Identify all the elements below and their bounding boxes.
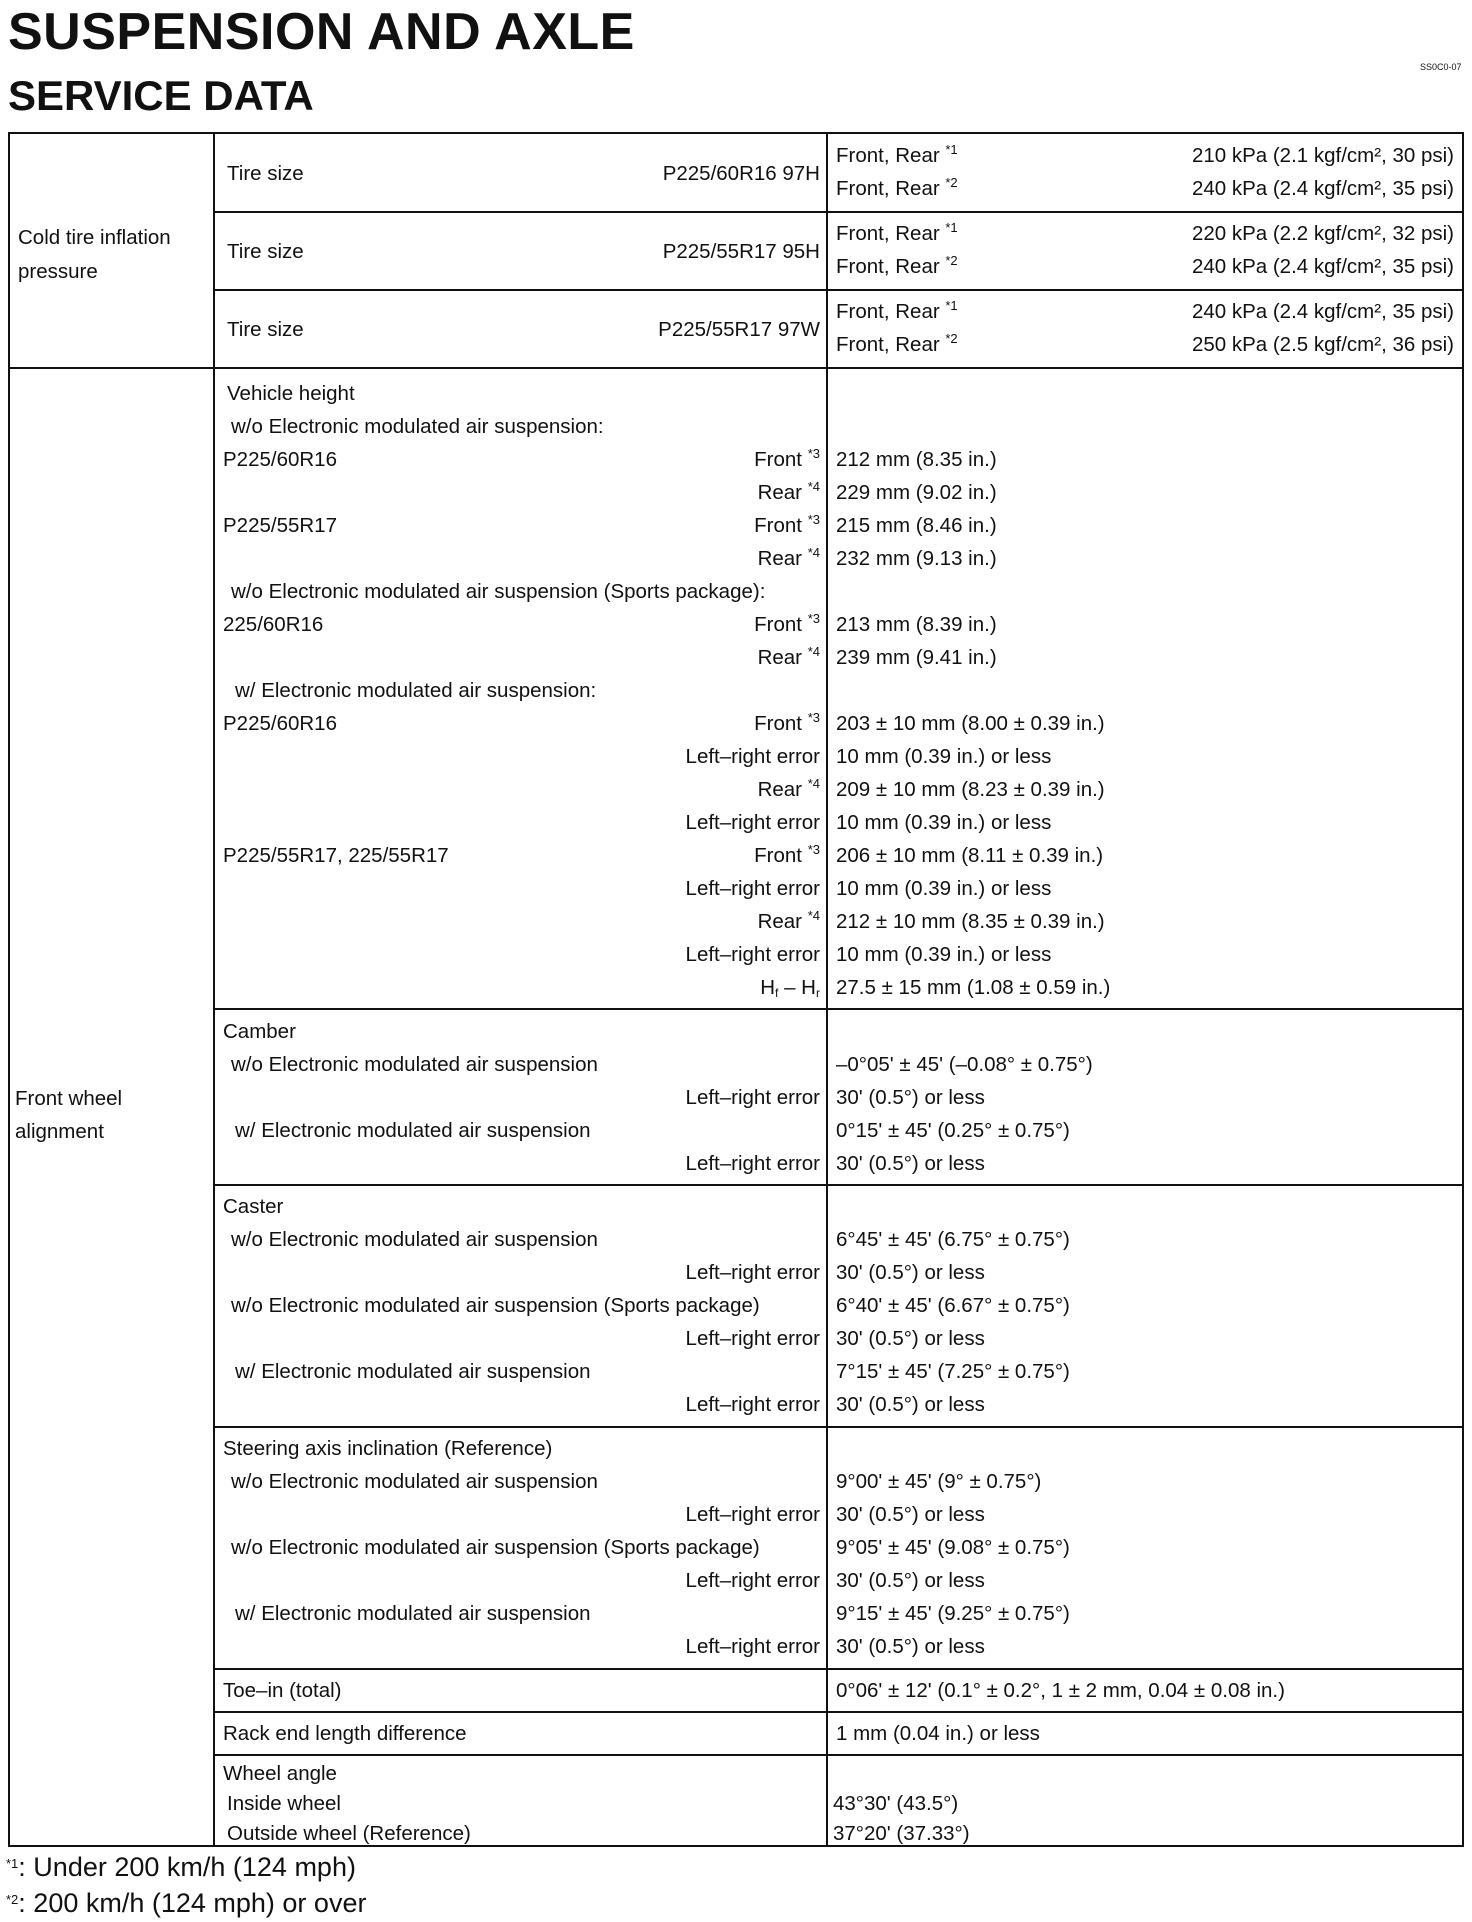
caster-w-value: 7°15' ± 45' (7.25° ± 0.75°)	[836, 1360, 1070, 1383]
camber-wo-value: –0°05' ± 45' (–0.08° ± 0.75°)	[836, 1053, 1093, 1076]
vh-lr-error-label: Left–right error	[685, 943, 820, 966]
pressure-value: 240 kPa (2.4 kgf/cm², 35 psi)	[1191, 255, 1454, 278]
vh-tire: P225/60R16	[223, 448, 337, 471]
caster-lr-error-label: Left–right error	[685, 1327, 820, 1350]
vh-value: 10 mm (0.39 in.) or less	[836, 877, 1052, 900]
steering-axis-lr-error-value: 30' (0.5°) or less	[836, 1635, 985, 1658]
pressure-value: 220 kPa (2.2 kgf/cm², 32 psi)	[1191, 222, 1454, 245]
camber-wo-label: w/o Electronic modulated air suspension	[231, 1053, 598, 1076]
vh-value: 10 mm (0.39 in.) or less	[836, 943, 1052, 966]
vh-position: Rear $^{*4}$	[757, 479, 820, 504]
vh-value: 239 mm (9.41 in.)	[836, 646, 997, 669]
vh-w-heading: w/ Electronic modulated air suspension:	[235, 679, 597, 702]
vh-lr-error-label: Left–right error	[685, 745, 820, 768]
caster-lr-error-label: Left–right error	[685, 1393, 820, 1416]
vh-value: 229 mm (9.02 in.)	[836, 481, 997, 504]
vh-position: Front $^{*3}$	[754, 611, 820, 636]
vh-lr-error-label: Left–right error	[685, 811, 820, 834]
camber-heading: Camber	[223, 1020, 296, 1043]
service-data-table	[8, 132, 1464, 1847]
camber-w-value: 0°15' ± 45' (0.25° ± 0.75°)	[836, 1119, 1070, 1142]
vh-value: 212 mm (8.35 in.)	[836, 448, 997, 471]
vh-position: Front $^{*3}$	[754, 842, 820, 867]
steering-axis-w-label: w/ Electronic modulated air suspension	[235, 1602, 591, 1625]
steering-axis-lr-error-label: Left–right error	[685, 1503, 820, 1526]
steering-axis-wo-sports-label: w/o Electronic modulated air suspension (Sports package)	[231, 1536, 760, 1559]
caster-wo-label: w/o Electronic modulated air suspension	[231, 1228, 598, 1251]
vh-value: 206 ± 10 mm (8.11 ± 0.39 in.)	[836, 844, 1104, 867]
steering-axis-wo-label: w/o Electronic modulated air suspension	[231, 1470, 598, 1493]
caster-wo-sports-label: w/o Electronic modulated air suspension (Sports package)	[231, 1294, 760, 1317]
camber-lr-error-value: 30' (0.5°) or less	[836, 1086, 985, 1109]
vh-tire: P225/55R17, 225/55R17	[223, 844, 449, 867]
vh-value: 212 ± 10 mm (8.35 ± 0.39 in.)	[836, 910, 1105, 933]
caster-heading: Caster	[223, 1195, 284, 1218]
pressure-condition: Front, Rear $^{*2}$	[836, 175, 958, 200]
vh-value: 10 mm (0.39 in.) or less	[836, 811, 1052, 834]
pressure-condition: Front, Rear $^{*1}$	[836, 142, 958, 167]
vh-value: 215 mm (8.46 in.)	[836, 514, 997, 537]
toe-in-value: 0°06' ± 12' (0.1° ± 0.2°, 1 ± 2 mm, 0.04 ± 0.08 in.)	[836, 1679, 1285, 1702]
vh-tire: 225/60R16	[223, 613, 324, 636]
caster-wo-value: 6°45' ± 45' (6.75° ± 0.75°)	[836, 1228, 1070, 1251]
tire-size-label: Tire size	[227, 240, 304, 263]
pressure-condition: Front, Rear $^{*2}$	[836, 253, 958, 278]
pressure-condition: Front, Rear $^{*2}$	[836, 331, 958, 356]
vh-value: 213 mm (8.39 in.)	[836, 613, 997, 636]
vh-wo-sports-heading: w/o Electronic modulated air suspension (Sports package):	[231, 580, 766, 603]
wheel-angle-outside-label: Outside wheel (Reference)	[227, 1822, 471, 1845]
caster-lr-error-value: 30' (0.5°) or less	[836, 1393, 985, 1416]
vh-position: Front $^{*3}$	[754, 512, 820, 537]
vh-hf-hr-label: $H_f - H_r$	[760, 976, 820, 1000]
rack-end-value: 1 mm (0.04 in.) or less	[836, 1722, 1040, 1745]
vh-position: Rear $^{*4}$	[757, 776, 820, 801]
vh-value: 203 ± 10 mm (8.00 ± 0.39 in.)	[836, 712, 1105, 735]
pressure-value: 240 kPa (2.4 kgf/cm², 35 psi)	[1191, 300, 1454, 323]
tire-size-label: Tire size	[227, 318, 304, 341]
tire-size-value: P225/55R17 95H	[662, 240, 820, 263]
steering-axis-lr-error-value: 30' (0.5°) or less	[836, 1503, 985, 1526]
document-id: SS0C0-07	[1420, 62, 1462, 72]
footnote-1: $^{*1}$: Under 200 km/h (124 mph)	[6, 1852, 356, 1882]
vehicle-height-heading: Vehicle height	[227, 382, 355, 405]
steering-axis-lr-error-label: Left–right error	[685, 1569, 820, 1592]
vh-tire: P225/60R16	[223, 712, 337, 735]
vh-value: 10 mm (0.39 in.) or less	[836, 745, 1052, 768]
vh-lr-error-label: Left–right error	[685, 877, 820, 900]
wheel-angle-heading: Wheel angle	[223, 1762, 337, 1785]
vh-position: Rear $^{*4}$	[757, 545, 820, 570]
pressure-value: 250 kPa (2.5 kgf/cm², 36 psi)	[1191, 333, 1454, 356]
vh-value: 27.5 ± 15 mm (1.08 ± 0.59 in.)	[836, 976, 1111, 999]
vh-position: Rear $^{*4}$	[757, 644, 820, 669]
tire-size-value: P225/55R17 97W	[658, 318, 820, 341]
caster-lr-error-value: 30' (0.5°) or less	[836, 1261, 985, 1284]
caster-w-label: w/ Electronic modulated air suspension	[235, 1360, 591, 1383]
steering-axis-w-value: 9°15' ± 45' (9.25° ± 0.75°)	[836, 1602, 1070, 1625]
pressure-condition: Front, Rear $^{*1}$	[836, 220, 958, 245]
camber-lr-error-label: Left–right error	[685, 1086, 820, 1109]
vh-value: 232 mm (9.13 in.)	[836, 547, 997, 570]
camber-w-label: w/ Electronic modulated air suspension	[235, 1119, 591, 1142]
wheel-angle-inside-label: Inside wheel	[227, 1792, 341, 1815]
cold-tire-label-line2: pressure	[18, 260, 98, 283]
caster-lr-error-value: 30' (0.5°) or less	[836, 1327, 985, 1350]
caster-wo-sports-value: 6°40' ± 45' (6.67° ± 0.75°)	[836, 1294, 1070, 1317]
tire-size-label: Tire size	[227, 162, 304, 185]
alignment-label-line2: alignment	[15, 1120, 104, 1143]
steering-axis-wo-value: 9°00' ± 45' (9° ± 0.75°)	[836, 1470, 1042, 1493]
cold-tire-label-line1: Cold tire inflation	[18, 226, 171, 249]
vh-position: Front $^{*3}$	[754, 710, 820, 735]
wheel-angle-inside-value: 43°30' (43.5°)	[833, 1792, 959, 1815]
steering-axis-lr-error-label: Left–right error	[685, 1635, 820, 1658]
pressure-condition: Front, Rear $^{*1}$	[836, 298, 958, 323]
tire-size-value: P225/60R16 97H	[662, 162, 820, 185]
pressure-value: 240 kPa (2.4 kgf/cm², 35 psi)	[1191, 177, 1454, 200]
vh-position: Rear $^{*4}$	[757, 908, 820, 933]
vh-wo-heading: w/o Electronic modulated air suspension:	[231, 415, 604, 438]
rack-end-label: Rack end length difference	[223, 1722, 467, 1745]
steering-axis-lr-error-value: 30' (0.5°) or less	[836, 1569, 985, 1592]
vh-tire: P225/55R17	[223, 514, 337, 537]
vh-value: 209 ± 10 mm (8.23 ± 0.39 in.)	[836, 778, 1105, 801]
camber-lr-error-value: 30' (0.5°) or less	[836, 1152, 985, 1175]
page-title: SUSPENSION AND AXLE	[8, 3, 635, 61]
alignment-label-line1: Front wheel	[15, 1087, 123, 1110]
page-subtitle: SERVICE DATA	[8, 72, 314, 119]
caster-lr-error-label: Left–right error	[685, 1261, 820, 1284]
steering-axis-wo-sports-value: 9°05' ± 45' (9.08° ± 0.75°)	[836, 1536, 1070, 1559]
footnote-2: $^{*2}$: 200 km/h (124 mph) or over	[6, 1888, 367, 1918]
steering-axis-heading: Steering axis inclination (Reference)	[223, 1437, 553, 1460]
camber-lr-error-label: Left–right error	[685, 1152, 820, 1175]
pressure-value: 210 kPa (2.1 kgf/cm², 30 psi)	[1191, 144, 1454, 167]
wheel-angle-outside-value: 37°20' (37.33°)	[833, 1822, 970, 1845]
toe-in-label: Toe–in (total)	[223, 1679, 342, 1702]
vh-position: Front $^{*3}$	[754, 446, 820, 471]
